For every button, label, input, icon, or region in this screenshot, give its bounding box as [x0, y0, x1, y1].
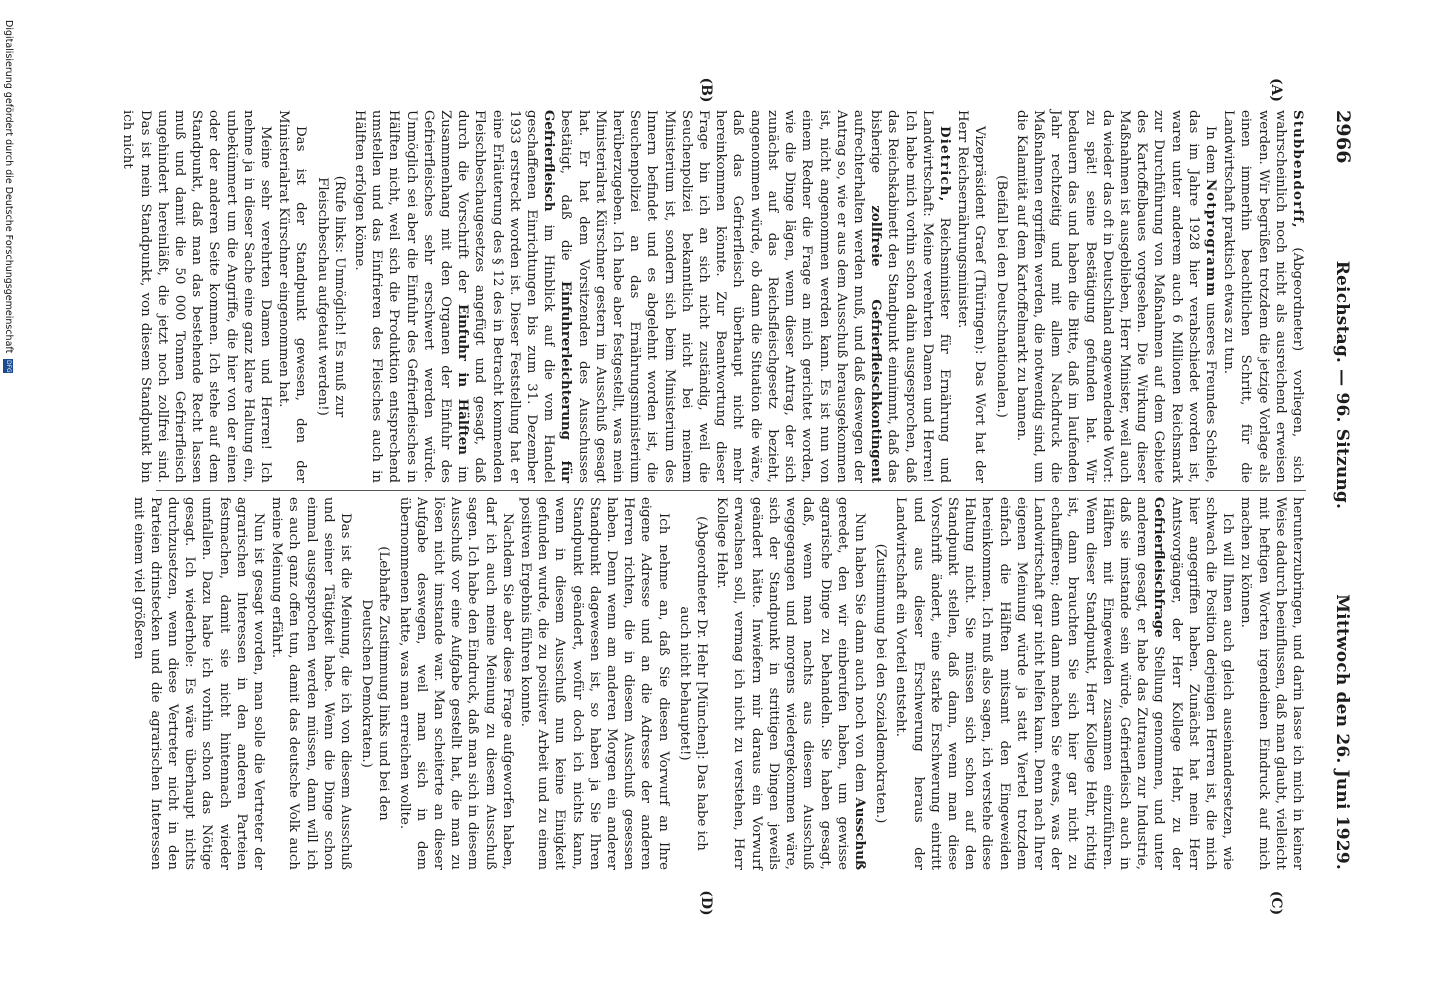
speaker-role: (Abgeordneter) — [1290, 247, 1305, 352]
paragraph — [713, 497, 868, 870]
paragraph-text: In dem — [1202, 126, 1218, 174]
paragraph-text: Stellung genommen, und unter anderem gesagt, er habe das Zutrauen zur Industrie, daß sie imstande sein würde, Gefrierfleisch auch in Hälften mit Eingeweiden zusammen einzuführen. Wenn dieser Standpunkt, Herr Kollege Hehr, richtig ist, dann brauchten Sie sich hier gar nicht zu echauffieren; denn dann machen Sie etwas, was der Landwirtschaft gar nicht helfen kann. Denn nach Ihrer eigenen Meinung würde ja statt Viertel trotzdem einfach die Hälften mitsamt den Eingeweiden hereinkommen. Ich muß also sagen, ich verstehe diese Haltung nicht. Sie müssen sich schon auf den Standpunkt stellen, daß dann, wenn man diese Vorschrift ändert, eine starke Erschwerung eintritt und aus dieser Erschwerung heraus der Landwirtschaft ein Vorteil entsteht. — [893, 497, 1167, 871]
emphasis-text: Gefrierfleischfrage — [1151, 497, 1167, 638]
paragraph-text: unseres Freundes Schiele, das im Jahre 1928 hier verabschiedet worden ist, waren unter anderem auch 6 Millionen Reichsmark zur Durchführung von Maßnahmen auf dem Gebiete des Kartoffelbaues vorgesehen. Die Wirkung dieser Maßnahmen ist ausgeblieben, Herr Minister, weil auch da wieder das oft in Deutschland angewendende Wort: zu spät! seine Bestätigung gefunden hat. Wir bedauern das und haben die Bitte, daß im laufenden Jahr rechtzeitig und mit allem Nachdruck die Maßnahmen ergriffen werden, die notwendig sind, um die Kalamität auf dem Kartoffelmarkt zu bannen. — [1013, 110, 1218, 483]
margin-marker-c: (C) — [1268, 890, 1284, 916]
emphasis-text: Einfuhrerleichterung für Gefrierfleisch — [541, 110, 574, 484]
paragraph-text: im Hinblick auf die vom Handel geschaffenen Einrichtungen bis zum 31. Dezember 1933 erstreckt worden ist. Dieser Feststellung hat er eine Erläuterung des § 12 des in Betracht kommenden Fleischbeschaugesetzes angefügt und gesagt, daß durch die Vorschrift der — [455, 110, 557, 483]
stage-direction: (Zustimmung bei den Sozialdemokraten.) — [873, 543, 889, 824]
paragraph: herunterzubringen, und darin lasse ich mich in keiner Weise dadurch beeinflussen, daß man glaubt, vielleicht mit heftigen Worten irgendeinen Eindruck auf mich machen zu können. — [1238, 497, 1305, 870]
column-divider — [156, 490, 1306, 491]
credit-text: Digitalisierung gefördert durch die Deutsche Forschungsgemeinschaft — [3, 20, 14, 354]
digitization-credit — [0, 0, 16, 1000]
page-title: Reichstag. — 96. Sitzung. — [1332, 260, 1352, 510]
margin-marker-a: (A) — [1268, 77, 1284, 103]
session-date: Mittwoch den 26. Juni 1929. — [1332, 594, 1352, 870]
paragraph: Das ist die Meinung, die ich von diesem Ausschuß und seiner Tätigkeit habe. Wenn die Dinge schon einmal ausgesprochen werden müssen, dann will ich es auch ganz offen tun, damit das deutsche Volk auch meine Meinung erfährt. — [269, 497, 354, 870]
paragraph: Nun ist gesagt worden, man solle die Vertreter der agrarischen Interessen in den anderen Parteien festmachen, damit sie nicht hintennach wieder umfallen. Dazu habe ich vorhin schon das Nötige gesagt. Ich wiederhole: Es wäre überhaupt nichts durchzusetzen, wenn diese Vertreter nicht in den Parteien drinstecken und die agrarischen Interessen mit einem viel größeren — [130, 497, 267, 870]
paragraph: Das ist der Standpunkt gewesen, den der Ministerialrat Kürschner eingenommen hat. — [276, 110, 309, 483]
paragraph-text: geredet, den wir einberufen haben, um gewisse agrarische Dinge zu behandeln. Sie haben gesagt, daß, wenn man nachts aus diesem Ausschuß weggegangen und morgens wiedergekommen wäre, sich der Standpunkt in strittigen Dingen jeweils geändert hätte. Inwiefern mir daraus ein Vorwurf erwachsen soll, vermag ich nicht zu verstehen, Herr Kollege Hehr. — [714, 497, 850, 870]
paragraph-text: Reichsminister für Ernährung und Landwirtschaft: Meine verehrten Damen und Herren! Ich habe mich vorhin schon dahin ausgesprochen, daß das Reichskabinett den Standpunkt einnimmt, daß das bisherige — [868, 110, 952, 483]
speaker-name: Stubbendorff, — [1290, 110, 1305, 229]
paragraph: Nachdem Sie aber diese Frage aufgeworfen haben, darf ich auch meine Meinung zu diesem Ausschuß sagen. Ich habe den Eindruck, daß man sich in diesem Ausschuß vor eine Aufgabe gestellt hat, die man zu lösen nicht imstande war. Man scheiterte an dieser Aufgabe deswegen, weil man sich in dem übernommenen hatte, was man erreichen wollte. — [396, 497, 515, 870]
stage-direction: (Rufe links: Unmöglich! Es muß zur Fleischbeschau aufgetaut werden!) — [314, 175, 347, 418]
margin-marker-b: (B) — [698, 77, 714, 103]
right-column — [130, 497, 1306, 871]
left-column — [120, 110, 1306, 484]
paragraph: Ich nehme an, daß Sie diesen Vorwurf an Ihre eigene Adresse und an die Adresse der anderen Herren richten, die in diesem Ausschuß gesessen haben. Denn wenn am anderen Morgen ein anderer Standpunkt dagewesen ist, so haben ja Sie Ihren Standpunkt geändert, wofür doch ich nichts kann, wenn in diesem Ausschuß nun keine Einigkeit gefunden wurde, die zu positiver Arbeit und zu einem positiven Ergebnis führen konnte. — [518, 497, 671, 870]
emphasis-text: Notprogramm — [1202, 178, 1218, 298]
paragraph — [1013, 110, 1219, 483]
page-header — [1314, 110, 1354, 870]
paragraph — [892, 497, 1236, 870]
paragraph — [351, 110, 953, 483]
paragraph-text: aufrechterhalten werden muß, und daß deswegen der Antrag so, wie er aus dem Ausschuß herausgekommen ist, nicht angenommen werden kann. Es ist nun von einem Redner die Frage an mich gerichtet worden, wie die Dinge lägen, wenn dieser Antrag, der sich zunächst auf das Reichsfleischgesetz bezieht, angenommen würde, ob dann die Situation die wäre, daß das Gefrierfleisch überhaupt nicht mehr hereinkommen könnte. Zur Beantwortung dieser Frage bin ich an sich nicht zuständig, weil die Seuchenpolizei bekanntlich nicht bei meinem Ministerium ist, sondern sich beim Ministerium des Innern befindet und es abgelehnt worden ist, die Seuchenpolizei an das Ernährungsministerium herüberzugeben. Ich habe aber festgestellt, was mein Ministerialrat Kürschner gestern im Ausschuß gesagt hat. Er hat dem Vorsitzenden des Ausschusses bestätigt, daß die — [558, 110, 866, 483]
paragraph-text: Nun haben Sie dann auch noch von dem — [851, 513, 867, 793]
paragraph-text: im Zusammenhang mit den Organen der Einfuhr des Gefrierfleisches sehr erschwert werden würde. Unmöglich sei aber die Einfuhr des Gefrierfleisches in Hälften nicht, weil sich die Produktion entsprechend umstellen und das Einfrieren des Fleisches auch in Hälften erfolgen könne. — [352, 110, 471, 483]
paragraph-text: Ich will Ihnen auch gleich auseinandersetzen, wie schwach die Position derjenigen Herren ist, die mich hier angegriffen haben. Zunächst hat mein Herr Amtsvorgänger, der Herr Kollege Hehr, zu der — [1168, 497, 1236, 870]
paragraph: Meine sehr verehrten Damen und Herren! Ich nehme ja in dieser Sache eine ganz klare Haltung ein, unbekümmert um die Angriffe, die hier von der einen oder der anderen Seite kommen. Ich stehe auf dem Standpunkt, daß man das bestehende Recht lassen muß und damit die 50 000 Tonnen Gefrierfleisch ungehindert hereinläßt, die jetzt noch zollfrei sind. Das ist mein Standpunkt, von diesem Standpunkt bin ich nicht — [120, 110, 274, 483]
paragraph-text: vorliegen, sich wahrscheinlich noch nicht als ausreichend erweisen werden. Wir begrüßen trotzdem die jetzige Vorlage als einen immerhin beachtlichen Schritt, für die Landwirtschaft praktisch etwas zu tun. — [1221, 110, 1305, 483]
stage-direction: (Beifall bei den Deutschnationalen.) — [993, 175, 1009, 418]
speaker-name: Dietrich, — [936, 126, 952, 203]
paragraph — [1220, 110, 1306, 483]
stage-direction: (Abgeordneter Dr. Hehr [München]: Das habe ich auch nicht behauptet!) — [676, 516, 710, 851]
emphasis-text: Einfuhr in Hälften — [455, 303, 471, 455]
emphasis-text: zollfreie Gefrierfleischkontingent — [868, 205, 884, 484]
dfg-logo-icon: DFG — [5, 359, 13, 373]
margin-marker-d: (D) — [698, 890, 714, 916]
page-number: 2966 — [1332, 110, 1354, 164]
stage-direction: (Lebhafte Zustimmung links und bei den Deutschen Demokraten.) — [359, 546, 392, 821]
paragraph: Vizepräsident Graef (Thüringen): Das Wort hat der Herr Reichsernährungsminister. — [955, 110, 988, 483]
emphasis-text: Ausschuß — [851, 797, 867, 870]
